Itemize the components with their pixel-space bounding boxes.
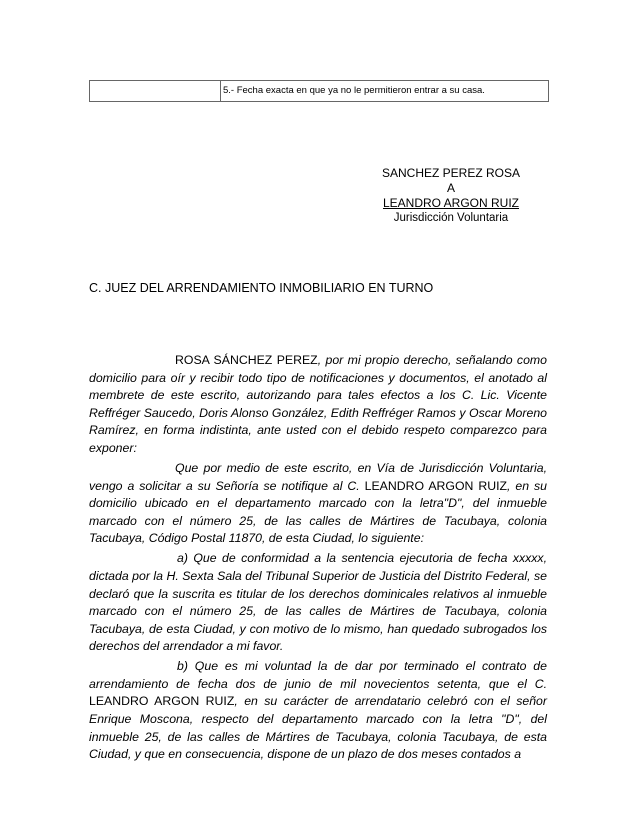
document-body	[89, 352, 547, 766]
table-cell-empty	[90, 81, 221, 102]
petitioner-name: ROSA SÁNCHEZ PEREZ	[175, 353, 318, 367]
paragraph-item-a	[89, 550, 547, 656]
paragraph-intro-text: , por mi propio derecho, señalando como domicilio para oír y recibir todo tipo de notificaciones y documentos, el anotado al membrete de este escrito, autorizando para tales efectos a los C. Lic. Vicente Reffréger Saucedo, Doris Alonso González, Edith Reffréger Ramos y Oscar Moreno Ramírez, en forma indistinta, ante usted con el debido respeto comparezco para exponer:	[89, 353, 547, 455]
addressee: C. JUEZ DEL ARRENDAMIENTO INMOBILIARIO EN TURNO	[89, 281, 434, 295]
respondent-name: LEANDRO ARGON RUIZ	[364, 478, 508, 493]
paragraph-item-b	[89, 658, 547, 764]
paragraph-request-text-b: , en su domicilio ubicado en el departamento marcado con la letra"D", del inmueble marcado con el número 25, de las calles de Mártires de Tacubaya, colonia Tacubaya, Código Postal 11870, de esta Ciudad, lo siguiente:	[89, 478, 547, 546]
respondent-name-2: LEANDRO ARGON RUIZ	[89, 694, 235, 709]
versus-letter: A	[446, 181, 455, 195]
proceeding-type: Jurisdicción Voluntaria	[393, 212, 509, 224]
header-table	[89, 80, 549, 102]
paragraph-item-b-text-b: , en su carácter de arrendatario celebró con el señor Enrique Moscona, respecto del departamento marcado con la letra "D", del inmueble 25, de las calles de Mártires de Tacubaya, colonia Tacubaya, de esta Ciudad, y que en consecuencia, dispone de un plazo de dos meses contados a	[89, 694, 547, 762]
paragraph-request-text-a: Que por medio de este escrito, en Vía de Jurisdicción Voluntaria, vengo a solicitar a su Señoría se notifique al C.	[89, 460, 547, 493]
paragraph-request	[89, 460, 547, 548]
paragraph-item-b-text-a: b) Que es mi voluntad la de dar por terminado el contrato de arrendamiento de fecha dos de junio de mil novecientos setenta, que el C.	[89, 659, 547, 691]
plaintiff-name: SANCHEZ PEREZ ROSA	[381, 166, 521, 180]
defendant-name: LEANDRO ARGON RUIZ	[382, 196, 520, 210]
parties-block	[370, 166, 532, 226]
paragraph-intro	[89, 352, 547, 458]
paragraph-item-a-text: a) Que de conformidad a la sentencia ejecutoria de fecha xxxxx, dictada por la H. Sexta Sala del Tribunal Superior de Justicia del Distrito Federal, se declaró que la suscrita es titular de los derechos dominicales relativos al inmueble marcado con el número 25, de las calles de Mártires de Tacubaya, colonia Tacubaya, de esta Ciudad, y con motivo de lo mismo, han quedado subrogados los derechos del arrendador a mi favor.	[89, 551, 547, 654]
table-cell-note: 5.- Fecha exacta en que ya no le permitieron entrar a su casa.	[221, 81, 549, 102]
